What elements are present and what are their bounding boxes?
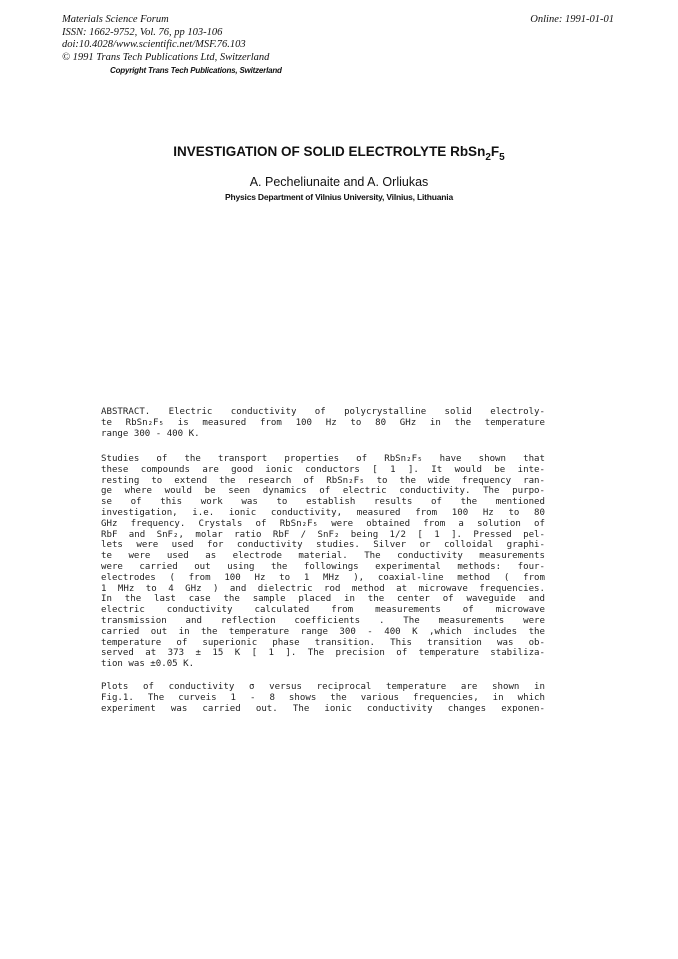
- online-date: Online: 1991-01-01: [530, 14, 614, 25]
- text-line: Studies of the transport properties of RbSn₂F₅ have shown that: [101, 454, 545, 464]
- text-line: Fig.1. The curveis 1 - 8 shows the various frequencies, in which: [101, 692, 545, 703]
- text-line: investigation, i.e. ionic conductivity, measured from 100 Hz to 80: [101, 507, 545, 518]
- text-line: these compounds are good ionic conductors [ 1 ]. It would be inte-: [101, 464, 545, 475]
- text-line: te were used as electrode material. The conductivity measurements: [101, 551, 545, 562]
- text-line: electrodes ( from 100 Hz to 1 MHz ), coaxial-line method ( from: [101, 572, 545, 583]
- paragraph-1: [101, 454, 545, 670]
- text-line: te RbSn₂F₅ is measured from 100 Hz to 80 GHz in the temperature: [101, 417, 545, 428]
- text-line: carried out in the temperature range 300 - 400 K ,which includes the: [101, 626, 545, 637]
- text-line: were carried out using the followings experimental methods: four-: [101, 561, 545, 572]
- citation-header: [62, 14, 269, 64]
- text-line: 1 MHz to 4 GHz ) and dielectric rod method at microwave frequencies.: [101, 583, 545, 594]
- issn-line: ISSN: 1662-9752, Vol. 76, pp 103-106: [62, 26, 223, 38]
- text-line: lets were used for conductivity studies. Silver or colloidal graphi-: [101, 540, 545, 551]
- text-line: experiment was carried out. The ionic conductivity changes exponen-: [101, 703, 545, 714]
- publisher-line: © 1991 Trans Tech Publications Ltd, Switzerland: [62, 51, 270, 63]
- text-line: In the last case the sample placed in the center of waveguide and: [101, 594, 545, 605]
- journal-name: Materials Science Forum: [62, 14, 169, 25]
- copyright-notice: Copyright Trans Tech Publications, Switzerland: [110, 66, 282, 75]
- doi-line: doi:10.4028/www.scientific.net/MSF.76.103: [62, 39, 246, 50]
- abstract: [101, 407, 545, 439]
- text-line: temperature of superionic phase transition. This transition was ob-: [101, 637, 545, 648]
- text-line: resting to extend the research of RbSn₂F₅ to the wide frequency ran-: [101, 475, 545, 486]
- text-line: served at 373 ± 15 K [ 1 ]. The precision of temperature stabiliza-: [101, 648, 545, 659]
- text-line: ge where would be seen dynamics of electric conductivity. The purpo-: [101, 486, 545, 497]
- paragraph-2: [101, 682, 545, 714]
- text-line: se of this work was to establish results of the mentioned: [101, 497, 545, 508]
- text-line: RbF and SnF₂, molar ratio RbF / SnF₂ being 1/2 [ 1 ]. Pressed pel-: [101, 529, 545, 540]
- text-line: transmission and reflection coefficients . The measurements were: [101, 615, 545, 626]
- paper-title: INVESTIGATION OF SOLID ELECTROLYTE $RbSn_2F_5$: [173, 144, 505, 163]
- text-line: electric conductivity calculated from measurements of microwave: [101, 605, 545, 616]
- text-line: Plots of conductivity σ versus reciprocal temperature are shown in: [101, 682, 545, 692]
- text-line: ABSTRACT. Electric conductivity of polycrystalline solid electroly-: [101, 407, 545, 417]
- authors: A. Pecheliunaite and A. Orliukas: [249, 175, 429, 189]
- text-line: range 300 - 400 K.: [101, 428, 200, 439]
- affiliation: Physics Department of Vilnius University, Vilnius, Lithuania: [225, 192, 453, 202]
- text-line: tion was ±0.05 K.: [101, 659, 195, 670]
- text-line: GHz frequency. Crystals of RbSn₂F₅ were obtained from a solution of: [101, 518, 545, 529]
